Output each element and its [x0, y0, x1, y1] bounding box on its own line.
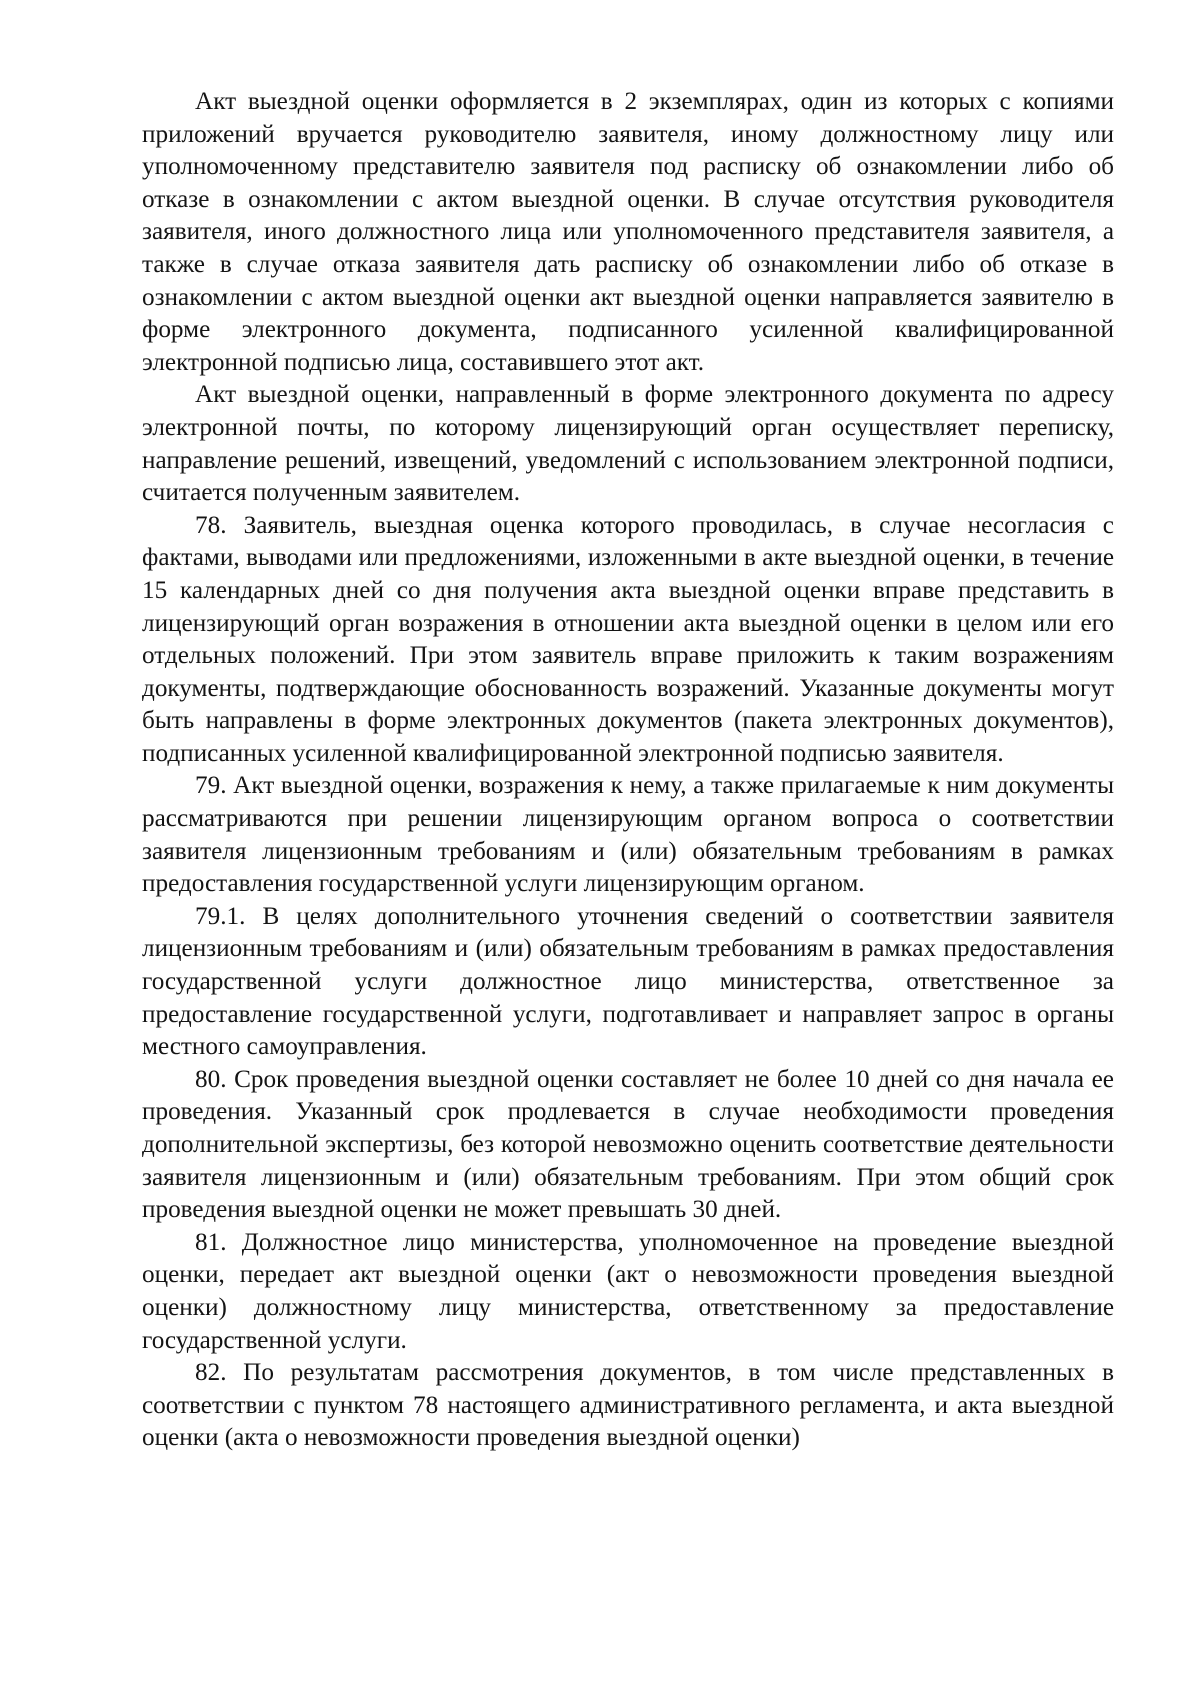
paragraph-act-execution: Акт выездной оценки оформляется в 2 экземплярах, один из которых с копиями приложений вручается руководителю заявителя, иному должностному лицу или уполномоченному представителю заявителя под расписку об ознакомлении либо об отказе в ознакомлении с актом выездной оценки. В случае отсутствия руководителя заявителя, иного должностного лица или уполномоченного представителя заявителя, а также в случае отказа заявителя дать расписку об ознакомлении либо об отказе в ознакомлении с актом выездной оценки акт выездной оценки направляется заявителю в форме электронного документа, подписанного усиленной квалифицированной электронной подписью лица, составившего этот акт. [142, 88, 1114, 376]
document-body [142, 86, 1114, 1455]
paragraph-act-electronic-delivery: Акт выездной оценки, направленный в форме электронного документа по адресу электронной почты, по которому лицензирующий орган осуществляет переписку, направление решений, извещений, уведомлений с использованием электронной подписи, считается полученным заявителем. [142, 381, 1114, 507]
paragraph-78-objections: 78. Заявитель, выездная оценка которого проводилась, в случае несогласия с фактами, выводами или предложениями, изложенными в акте выездной оценки, в течение 15 календарных дней со дня получения акта выездной оценки вправе представить в лицензирующий орган возражения в отношении акта выездной оценки в целом или его отдельных положений. При этом заявитель вправе приложить к таким возражениям документы, подтверждающие обоснованность возражений. Указанные документы могут быть направлены в форме электронных документов (пакета электронных документов), подписанных усиленной квалифицированной электронной подписью заявителя. [142, 511, 1114, 767]
paragraph-79-consideration: 79. Акт выездной оценки, возражения к нему, а также прилагаемые к ним документы рассматриваются при решении лицензирующим органом вопроса о соответствии заявителя лицензионным требованиям и (или) обязательным требованиям в рамках предоставления государственной услуги лицензирующим органом. [142, 772, 1114, 898]
paragraph-80-duration: 80. Срок проведения выездной оценки составляет не более 10 дней со дня начала ее проведения. Указанный срок продлевается в случае необходимости проведения дополнительной экспертизы, без которой невозможно оценить соответствие деятельности заявителя лицензионным и (или) обязательным требованиям. При этом общий срок проведения выездной оценки не может превышать 30 дней. [142, 1065, 1114, 1224]
paragraph-82-results: 82. По результатам рассмотрения документов, в том числе представленных в соответствии с пунктом 78 настоящего административного регламента, и акта выездной оценки (акта о невозможности проведения выездной оценки) [142, 1359, 1114, 1452]
paragraph-81-transfer: 81. Должностное лицо министерства, уполномоченное на проведение выездной оценки, передает акт выездной оценки (акт о невозможности проведения выездной оценки) должностному лицу министерства, ответственному за предоставление государственной услуги. [142, 1228, 1114, 1354]
paragraph-79-1-inquiry: 79.1. В целях дополнительного уточнения сведений о соответствии заявителя лицензионным требованиям и (или) обязательным требованиям в рамках предоставления государственной услуги должностное лицо министерства, ответственное за предоставление государственной услуги, подготавливает и направляет запрос в органы местного самоуправления. [142, 902, 1114, 1061]
